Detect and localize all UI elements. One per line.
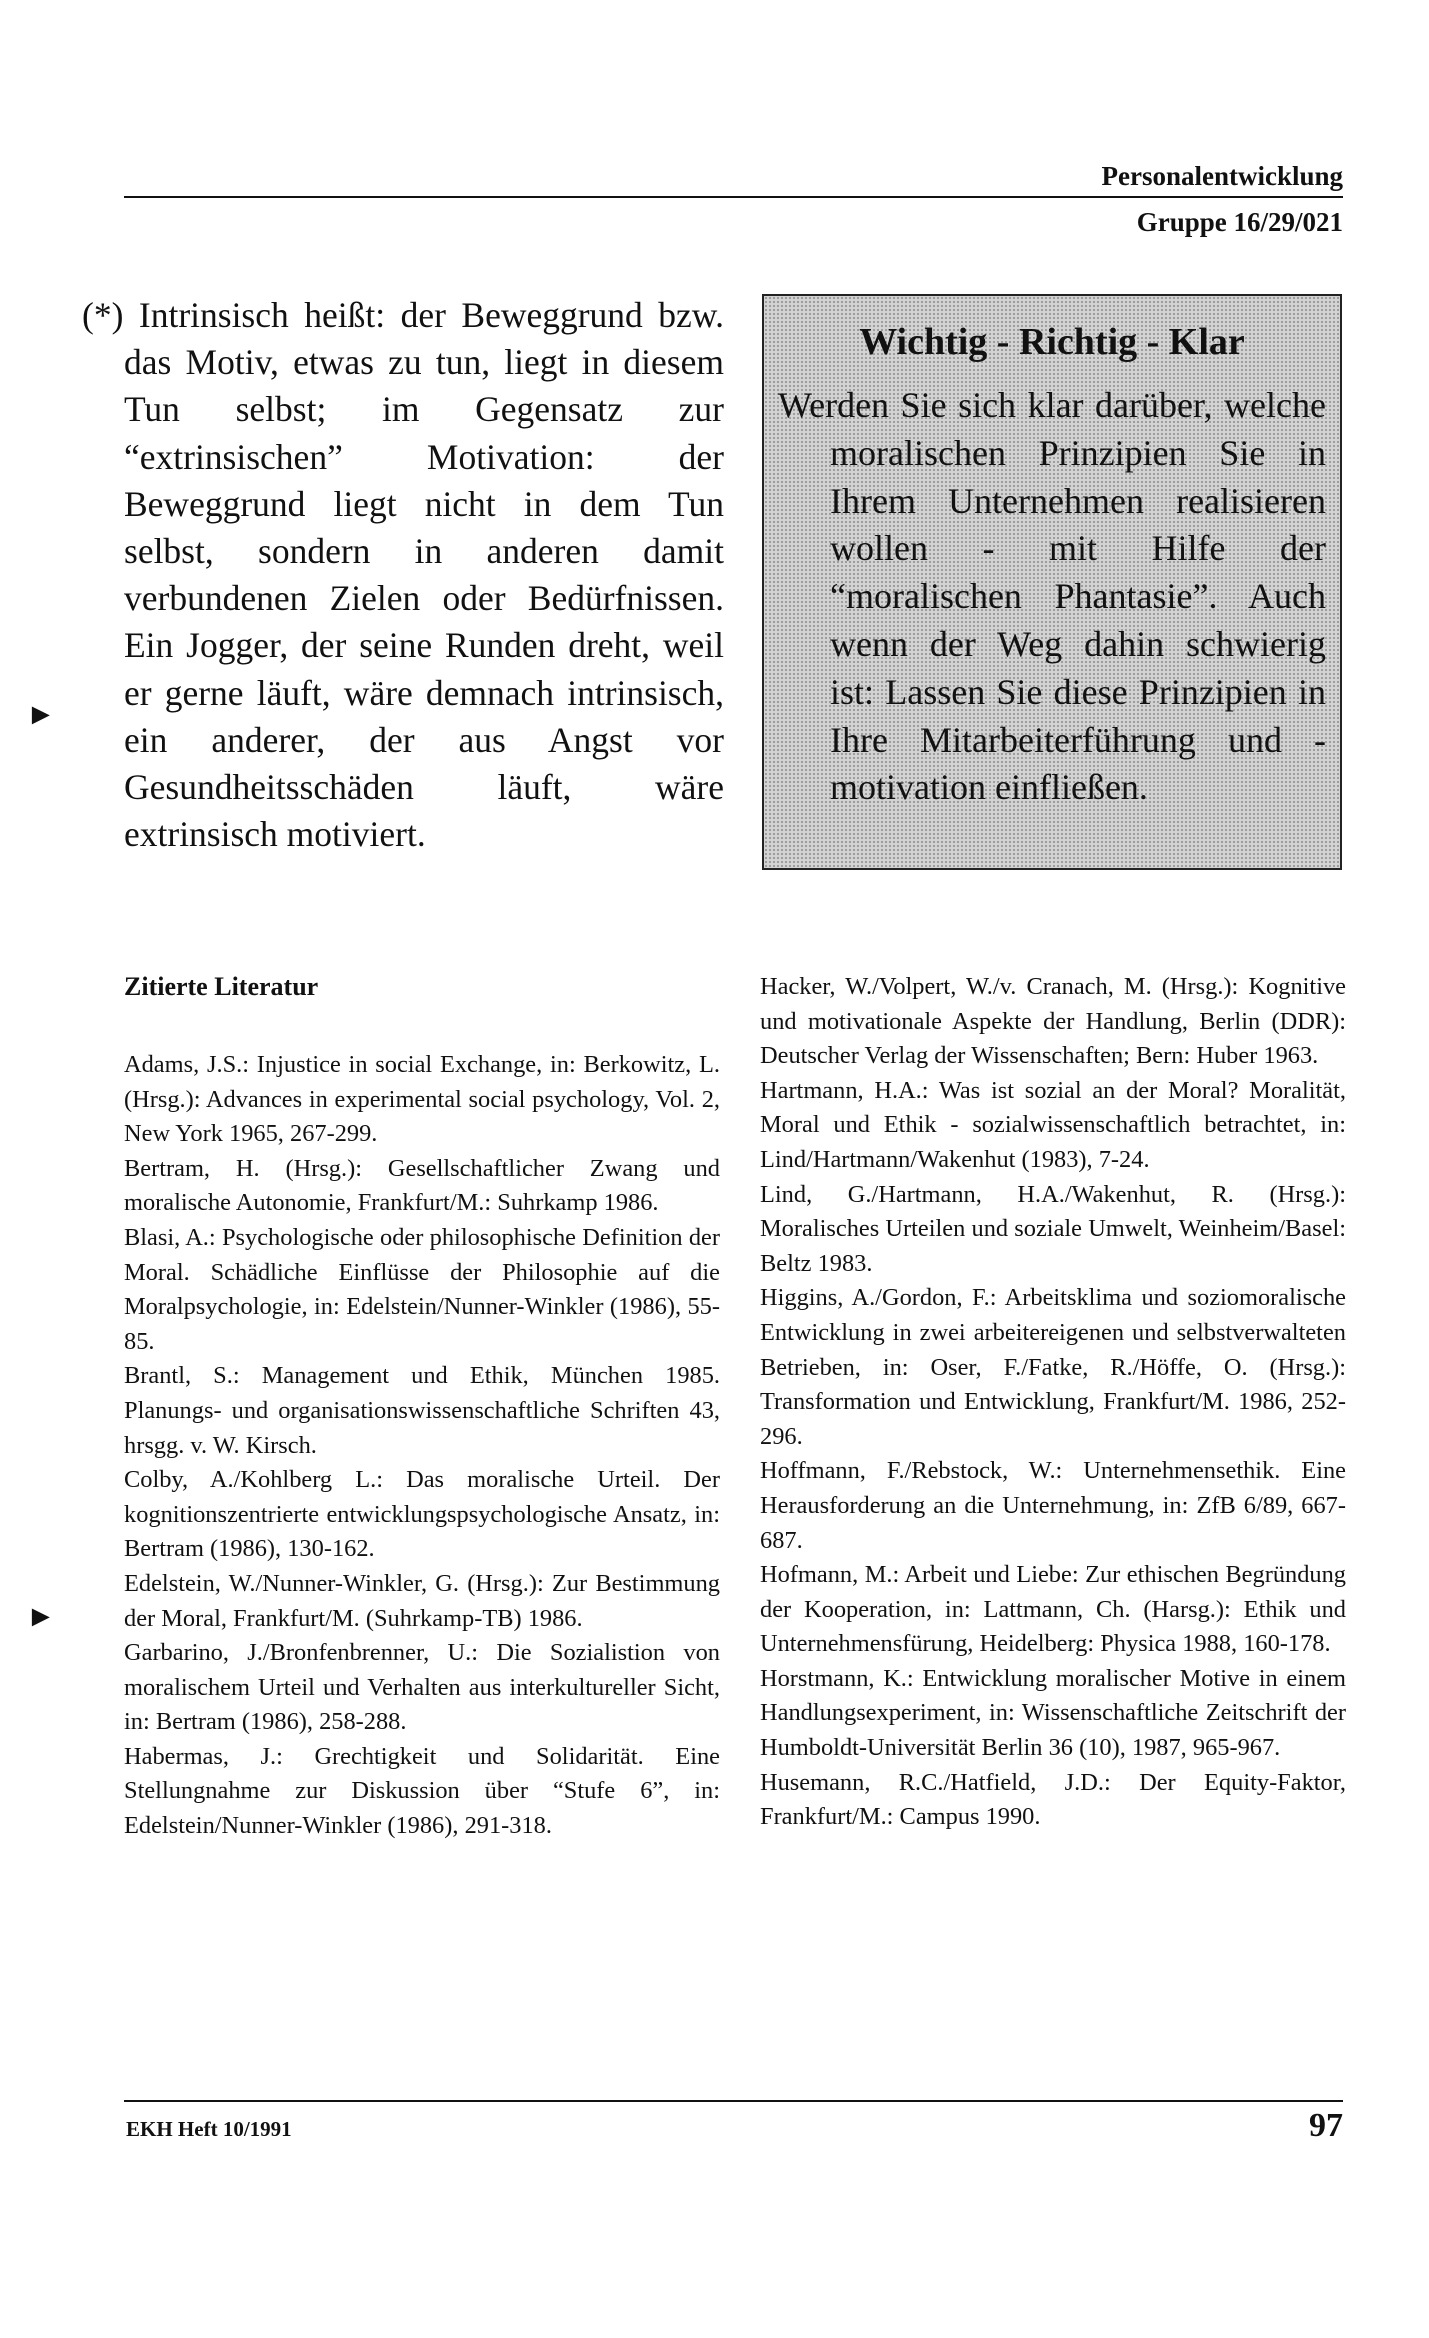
highlight-box — [762, 294, 1342, 870]
reference-entry: Blasi, A.: Psychologische oder philosophische Definition der Moral. Schädliche Einflüsse der Philosophie auf die Moralpsychologie, in: Edelstein/Nunner-Winkler (1986), 55-85. — [124, 1223, 720, 1355]
margin-arrow-icon: ► — [26, 1600, 56, 1633]
reference-entry: Garbarino, J./Bronfenbrenner, U.: Die Sozialistion von moralischem Urteil und Verhalten aus interkultureller Sicht, in: Bertram (1986), 258-288. — [124, 1639, 720, 1736]
footnote-lead: (*) Intrinsisch heißt: der Beweggrund — [82, 295, 643, 335]
footnote-body: bzw. das Motiv, etwas zu tun, liegt in diesem Tun selbst; im Gegensatz zur “extrinsischen” Motivation: der Beweggrund liegt nicht in dem Tun selbst, sondern in anderen damit verbundenen Zielen oder Bedürfnissen. Ein Jogger, der seine Runden dreht, weil er gerne läuft, wäre demnach intrinsisch, ein anderer, der aus Angst vor Gesundheitsschäden läuft, wäre extrinsisch motiviert. — [124, 295, 725, 855]
reference-entry: Hoffmann, F./Rebstock, W.: Unternehmensethik. Eine Herausforderung an die Unternehmung, in: ZfB 6/89, 667-687. — [760, 1457, 1346, 1554]
margin-arrow-icon: ► — [26, 698, 56, 731]
reference-entry: Edelstein, W./Nunner-Winkler, G. (Hrsg.): Zur Bestimmung der Moral, Frankfurt/M. (Suhrkamp-TB) 1986. — [124, 1569, 720, 1632]
header-rule — [124, 196, 1343, 198]
reference-entry: Habermas, J.: Grechtigkeit und Solidarität. Eine Stellungnahme zur Diskussion über “Stufe 6”, in: Edelstein/Nunner-Winkler (1986), 291-318. — [124, 1742, 720, 1840]
reference-entry: Hofmann, M.: Arbeit und Liebe: Zur ethischen Begründung der Kooperation, in: Lattmann, Ch. (Harsg.): Ethik und Unternehmensfürung, Heidelberg: Physica 1988, 160-178. — [760, 1561, 1346, 1658]
reference-entry: Hacker, W./Volpert, W./v. Cranach, M. (Hrsg.): Kognitive und motivationale Aspekte der Handlung, Berlin (DDR): Deutscher Verlag der Wissenschaften; Bern: Huber 1963. — [760, 973, 1346, 1070]
footer-issue: EKH Heft 10/1991 — [126, 2117, 292, 2141]
highlight-box-title: Wichtig - Richtig - Klar — [859, 321, 1245, 363]
page-number: 97 — [1309, 2107, 1343, 2144]
reference-entry: Horstmann, K.: Entwicklung moralischer Motive in einem Handlungsexperiment, in: Wissenschaftliche Zeitschrift der Humboldt-Universität Berlin 36 (10), 1987, 965-967. — [760, 1664, 1346, 1762]
references-right-column — [760, 970, 1346, 1835]
references-left-column — [124, 1048, 720, 1844]
highlight-box-body: Werden Sie sich klar darüber, welche moralischen Prinzipien Sie in Ihrem Unternehmen realisieren wollen - mit Hilfe der “moralischen Phantasie”. Auch wenn der Weg dahin schwierig ist: Lassen Sie diese Prinzipien in Ihre Mitarbeiterführung und -motivation einfließen. — [778, 385, 1326, 808]
footer-rule — [124, 2100, 1343, 2102]
reference-entry: Bertram, H. (Hrsg.): Gesellschaftlicher Zwang und moralische Autonomie, Frankfurt/M.: Suhrkamp 1986. — [124, 1154, 720, 1217]
running-header-title: Personalentwicklung — [1101, 161, 1343, 191]
running-header-group: Gruppe 16/29/021 — [1136, 207, 1343, 237]
reference-entry: Lind, G./Hartmann, H.A./Wakenhut, R. (Hrsg.): Moralisches Urteilen und soziale Umwelt, Weinheim/Basel: Beltz 1983. — [760, 1180, 1346, 1277]
reference-entry: Husemann, R.C./Hatfield, J.D.: Der Equity-Faktor, Frankfurt/M.: Campus 1990. — [760, 1768, 1346, 1831]
literature-heading: Zitierte Literatur — [124, 972, 319, 1001]
reference-entry: Brantl, S.: Management und Ethik, München 1985. Planungs- und organisationswissenschaftliche Schriften 43, hrsgg. v. W. Kirsch. — [124, 1362, 720, 1459]
reference-entry: Hartmann, H.A.: Was ist sozial an der Moral? Moralität, Moral und Ethik - sozialwissenschaftlich betrachtet, in: Lind/Hartmann/Wakenhut (1983), 7-24. — [760, 1076, 1346, 1173]
reference-entry: Adams, J.S.: Injustice in social Exchange, in: Berkowitz, L. (Hrsg.): Advances in experimental social psychology, Vol. 2, New York 1965, 267-299. — [124, 1051, 720, 1148]
reference-entry: Higgins, A./Gordon, F.: Arbeitsklima und soziomoralische Entwicklung in zwei arbeitereigenen und selbstverwalteten Betrieben, in: Oser, F./Fatke, R./Höffe, O. (Hrsg.): Transformation und Entwicklung, Frankfurt/M. 1986, 252-296. — [760, 1284, 1346, 1450]
reference-entry: Colby, A./Kohlberg L.: Das moralische Urteil. Der kognitionszentrierte entwicklungspsychologische Ansatz, in: Bertram (1986), 130-162. — [124, 1466, 720, 1563]
intrinsic-footnote — [82, 292, 725, 858]
